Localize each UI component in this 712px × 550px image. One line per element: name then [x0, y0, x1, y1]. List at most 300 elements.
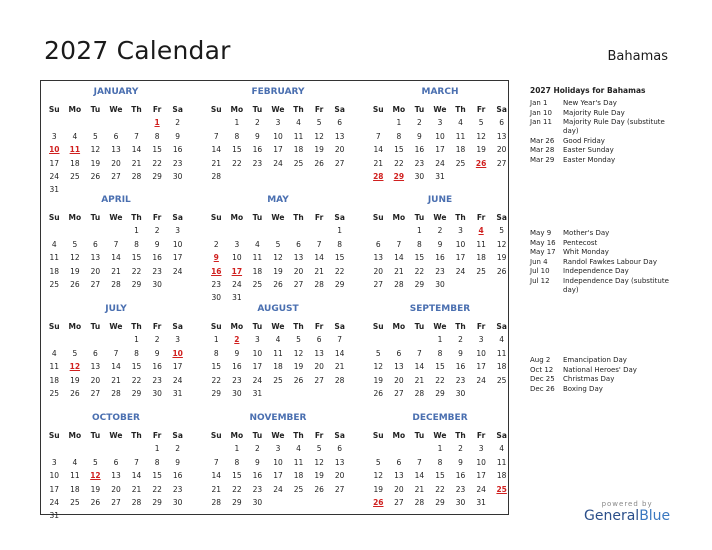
day-cell: 1 [234, 444, 240, 454]
holiday-name: New Year's Day [563, 99, 617, 107]
day-cell: 1 [437, 444, 443, 454]
day-cell: 19 [70, 266, 80, 276]
day-cell: 29 [393, 171, 405, 181]
week-row [206, 469, 350, 482]
day-cell: 26 [475, 158, 487, 168]
day-cell: 13 [90, 362, 101, 372]
day-cell: 21 [131, 484, 142, 494]
empty-cell [309, 496, 330, 509]
weekday-header [206, 320, 350, 333]
day-cell: 8 [134, 239, 139, 249]
day-cell: 27 [373, 279, 384, 289]
day-cell: 12 [476, 131, 486, 141]
weekday-label: Th [455, 322, 466, 331]
weekday-label: Sa [496, 431, 507, 440]
weekday-label: Fr [476, 431, 486, 440]
weekday-label: Fr [476, 213, 486, 222]
day-cell: 31 [435, 171, 445, 181]
holiday-item [530, 375, 680, 384]
day-cell: 3 [234, 239, 240, 249]
day-cell: 3 [175, 226, 181, 236]
day-cell: 1 [396, 118, 402, 128]
weekday-label: Sa [334, 322, 345, 331]
empty-cell [409, 333, 430, 346]
day-cell: 25 [49, 279, 60, 289]
day-cell: 6 [93, 348, 98, 358]
day-cell: 3 [458, 226, 463, 236]
empty-cell [389, 224, 410, 237]
day-cell: 21 [111, 266, 121, 276]
day-cell: 8 [134, 348, 139, 358]
day-cell: 2 [417, 118, 422, 128]
day-cell: 23 [252, 484, 263, 494]
weekday-label: Tu [252, 105, 263, 114]
weekday-label: Mo [230, 105, 244, 114]
day-cell: 19 [314, 471, 324, 481]
weekday-header [44, 320, 188, 333]
day-cell: 29 [131, 388, 142, 398]
day-cell: 5 [72, 239, 78, 249]
holiday-date: Dec 25 [530, 375, 555, 383]
weekday-header [206, 211, 350, 224]
week-row [368, 333, 512, 346]
empty-cell [247, 224, 268, 237]
day-cell: 11 [496, 457, 507, 467]
day-cell: 17 [231, 266, 243, 276]
day-cell: 15 [211, 362, 222, 372]
week-row [206, 130, 350, 143]
holiday-date: Mar 26 [530, 136, 555, 145]
day-cell: 6 [316, 335, 322, 345]
day-cell: 22 [211, 375, 222, 385]
day-cell: 28 [394, 279, 404, 289]
week-row [44, 265, 188, 278]
empty-cell [309, 224, 330, 237]
month-name: OCTOBER [92, 413, 140, 423]
day-cell: 13 [496, 131, 507, 141]
empty-cell [288, 496, 309, 509]
day-cell: 24 [476, 484, 486, 494]
day-cell: 2 [175, 444, 181, 454]
day-cell: 8 [437, 457, 443, 467]
week-row [206, 224, 350, 237]
day-cell: 31 [49, 185, 60, 195]
week-row [368, 143, 512, 156]
day-cell: 23 [172, 158, 183, 168]
day-cell: 24 [172, 266, 183, 276]
holiday-date: Dec 26 [530, 384, 555, 393]
day-cell: 17 [455, 253, 466, 263]
day-cell: 30 [455, 497, 466, 507]
weekday-label: Th [293, 213, 304, 222]
holiday-item [530, 366, 680, 375]
day-cell: 27 [314, 375, 324, 385]
empty-cell [206, 116, 227, 129]
day-cell: 25 [49, 388, 60, 398]
week-row [368, 469, 512, 482]
weekday-label: Fr [314, 105, 324, 114]
weekday-label: We [271, 213, 285, 222]
day-cell: 17 [49, 484, 60, 494]
day-cell: 2 [154, 226, 160, 236]
day-cell: 6 [337, 118, 343, 128]
day-cell: 14 [211, 145, 222, 155]
month-december [368, 407, 512, 509]
week-row [44, 509, 188, 522]
day-cell: 28 [131, 171, 142, 181]
day-cell: 23 [152, 266, 162, 276]
weekday-label: Su [210, 105, 222, 114]
day-cell: 19 [476, 145, 486, 155]
day-cell: 7 [134, 131, 139, 141]
day-cell: 24 [476, 375, 486, 385]
weekday-label: Th [131, 431, 142, 440]
day-cell: 6 [93, 239, 98, 249]
month-name: FEBRUARY [251, 87, 305, 97]
day-cell: 20 [111, 158, 121, 168]
day-cell: 24 [252, 375, 263, 385]
holiday-item [530, 277, 680, 295]
weekday-label: Tu [252, 431, 263, 440]
weekday-label: We [271, 105, 285, 114]
day-cell: 17 [476, 471, 486, 481]
day-cell: 21 [131, 158, 142, 168]
day-cell: 28 [373, 171, 384, 181]
day-cell: 16 [172, 145, 183, 155]
weekday-label: Th [131, 322, 142, 331]
empty-cell [85, 333, 106, 346]
empty-cell [450, 170, 471, 183]
day-cell: 22 [435, 484, 445, 494]
empty-cell [368, 442, 389, 455]
day-cell: 26 [90, 497, 101, 507]
day-cell: 14 [314, 253, 324, 263]
day-cell: 12 [90, 145, 101, 155]
week-row [44, 456, 188, 469]
weekday-label: We [109, 322, 123, 331]
day-cell: 10 [49, 145, 60, 155]
holiday-date: May 9 [530, 229, 552, 237]
day-cell: 16 [252, 471, 263, 481]
day-cell: 25 [455, 158, 466, 168]
weekday-label: Th [455, 213, 466, 222]
holiday-item [530, 356, 680, 365]
empty-cell [44, 224, 65, 237]
day-cell: 22 [152, 484, 162, 494]
day-cell: 25 [273, 375, 283, 385]
day-cell: 10 [455, 239, 466, 249]
weekday-header [368, 320, 512, 333]
week-row [206, 251, 350, 264]
day-cell: 10 [273, 131, 283, 141]
day-cell: 11 [49, 253, 60, 263]
day-cell: 12 [314, 131, 324, 141]
day-cell: 30 [414, 171, 425, 181]
day-cell: 8 [337, 239, 343, 249]
day-cell: 5 [93, 131, 98, 141]
month-name: MARCH [421, 87, 459, 97]
day-cell: 23 [455, 375, 466, 385]
day-cell: 4 [296, 118, 301, 128]
day-cell: 30 [232, 388, 242, 398]
weekday-label: Fr [476, 322, 486, 331]
empty-cell [85, 224, 106, 237]
day-cell: 24 [435, 158, 445, 168]
day-cell: 7 [213, 457, 219, 467]
holiday-item [530, 248, 680, 257]
day-cell: 17 [273, 145, 283, 155]
brand-name [584, 508, 670, 524]
weekday-label: Sa [334, 105, 345, 114]
day-cell: 23 [455, 484, 466, 494]
day-cell: 15 [152, 471, 162, 481]
week-row [206, 456, 350, 469]
day-cell: 14 [414, 471, 425, 481]
weekday-label: Fr [314, 213, 324, 222]
holiday-item [530, 146, 680, 155]
weekday-label: Tu [90, 105, 101, 114]
day-cell: 7 [316, 239, 322, 249]
day-cell: 31 [232, 293, 242, 303]
week-row [206, 496, 350, 509]
month-november [206, 407, 350, 509]
holiday-date: Jan 10 [530, 108, 552, 117]
weekday-label: We [433, 322, 447, 331]
weekday-label: Mo [68, 213, 82, 222]
week-row [44, 143, 188, 156]
day-cell: 29 [435, 497, 445, 507]
empty-cell [268, 170, 289, 183]
day-cell: 20 [90, 375, 101, 385]
day-cell: 2 [154, 335, 160, 345]
day-cell: 2 [255, 118, 260, 128]
day-cell: 21 [394, 266, 404, 276]
weekday-label: Th [293, 105, 304, 114]
day-cell: 5 [316, 118, 322, 128]
day-cell: 31 [49, 511, 60, 521]
month-september [368, 298, 512, 400]
day-cell: 8 [234, 131, 240, 141]
day-cell: 12 [293, 348, 304, 358]
day-cell: 27 [111, 171, 121, 181]
day-cell: 18 [273, 362, 283, 372]
week-row [44, 333, 188, 346]
day-cell: 9 [234, 348, 240, 358]
month-february [206, 81, 350, 183]
empty-cell [126, 116, 147, 129]
weekday-label: Tu [414, 431, 425, 440]
day-cell: 9 [417, 131, 422, 141]
day-cell: 18 [293, 145, 304, 155]
day-cell: 27 [90, 388, 101, 398]
day-cell: 14 [373, 145, 384, 155]
weekday-label: Fr [152, 213, 162, 222]
empty-cell [450, 278, 471, 291]
week-row [44, 483, 188, 496]
day-cell: 26 [373, 497, 384, 507]
day-cell: 18 [252, 266, 263, 276]
week-row [206, 116, 350, 129]
day-cell: 6 [499, 118, 505, 128]
day-cell: 24 [232, 279, 242, 289]
day-cell: 15 [232, 471, 242, 481]
day-cell: 3 [437, 118, 443, 128]
day-cell: 23 [152, 375, 162, 385]
day-cell: 4 [296, 444, 301, 454]
holiday-name: Good Friday [563, 136, 605, 145]
day-cell: 13 [394, 471, 404, 481]
country-name: Bahamas [607, 49, 668, 64]
day-cell: 27 [394, 388, 404, 398]
day-cell: 13 [373, 253, 384, 263]
day-cell: 22 [232, 158, 242, 168]
day-cell: 25 [496, 375, 507, 385]
day-cell: 25 [476, 266, 486, 276]
day-cell: 28 [314, 279, 324, 289]
day-cell: 26 [70, 279, 80, 289]
empty-cell [106, 116, 127, 129]
day-cell: 3 [478, 444, 484, 454]
week-row [44, 238, 188, 251]
day-cell: 2 [213, 239, 219, 249]
week-row [368, 483, 512, 496]
day-cell: 23 [435, 266, 445, 276]
day-cell: 1 [234, 118, 240, 128]
empty-cell [65, 442, 86, 455]
holiday-item [530, 137, 680, 146]
week-row [368, 374, 512, 387]
weekday-label: We [109, 431, 123, 440]
day-cell: 10 [273, 457, 283, 467]
month-august [206, 298, 350, 400]
day-cell: 6 [396, 348, 402, 358]
empty-cell [491, 170, 512, 183]
generalblue-logo[interactable] [584, 500, 670, 524]
week-row [368, 116, 512, 129]
holiday-item [530, 156, 680, 165]
day-cell: 10 [232, 253, 242, 263]
day-cell: 13 [111, 145, 121, 155]
day-cell: 28 [211, 171, 222, 181]
month-name: NOVEMBER [249, 413, 307, 423]
day-cell: 1 [337, 226, 343, 236]
day-cell: 11 [455, 131, 466, 141]
day-cell: 4 [275, 335, 281, 345]
empty-cell [389, 442, 410, 455]
empty-cell [65, 333, 86, 346]
day-cell: 23 [414, 158, 425, 168]
month-april [44, 189, 188, 291]
empty-cell [106, 333, 127, 346]
holidays-title: 2027 Holidays for Bahamas [530, 86, 646, 95]
empty-cell [471, 387, 492, 400]
weekday-label: Fr [314, 322, 324, 331]
week-row [368, 265, 512, 278]
day-cell: 16 [252, 145, 263, 155]
day-cell: 12 [90, 471, 101, 481]
holiday-date: Jul 10 [530, 267, 550, 275]
day-cell: 5 [275, 239, 281, 249]
day-cell: 6 [296, 239, 301, 249]
holiday-item [530, 385, 680, 394]
week-row [44, 360, 188, 373]
weekday-header [44, 429, 188, 442]
day-cell: 22 [232, 484, 242, 494]
empty-cell [491, 387, 512, 400]
day-cell: 21 [414, 484, 425, 494]
holiday-date: Jul 12 [530, 276, 550, 285]
week-row [44, 157, 188, 170]
weekday-label: Tu [252, 213, 263, 222]
weekday-label: Tu [414, 322, 425, 331]
day-cell: 3 [175, 335, 181, 345]
day-cell: 27 [334, 484, 345, 494]
day-cell: 11 [69, 145, 81, 155]
week-row [206, 238, 350, 251]
weekday-label: Sa [172, 322, 183, 331]
empty-cell [471, 278, 492, 291]
day-cell: 21 [414, 375, 425, 385]
week-row [44, 442, 188, 455]
empty-cell [106, 509, 127, 522]
day-cell: 6 [113, 131, 119, 141]
day-cell: 29 [152, 171, 162, 181]
day-cell: 30 [172, 497, 183, 507]
empty-cell [288, 224, 309, 237]
weekday-label: We [271, 431, 285, 440]
empty-cell [167, 509, 188, 522]
day-cell: 6 [375, 239, 381, 249]
day-cell: 3 [275, 444, 281, 454]
day-cell: 23 [232, 375, 242, 385]
weekday-label: Su [48, 105, 60, 114]
empty-cell [65, 509, 86, 522]
day-cell: 4 [51, 348, 57, 358]
day-cell: 15 [152, 145, 162, 155]
day-cell: 19 [373, 375, 384, 385]
day-cell: 21 [211, 484, 222, 494]
empty-cell [247, 170, 268, 183]
day-cell: 21 [111, 375, 121, 385]
weekday-label: Mo [68, 431, 82, 440]
day-cell: 13 [90, 253, 101, 263]
day-cell: 9 [255, 131, 260, 141]
weekday-label: Mo [392, 105, 406, 114]
day-cell: 9 [255, 457, 260, 467]
day-cell: 3 [51, 457, 57, 467]
day-cell: 24 [455, 266, 466, 276]
day-cell: 26 [314, 484, 324, 494]
month-june [368, 189, 512, 291]
holiday-date: Jan 1 [530, 99, 548, 107]
holiday-name: Pentecost [563, 238, 598, 247]
empty-cell [368, 333, 389, 346]
day-cell: 16 [232, 362, 242, 372]
empty-cell [309, 170, 330, 183]
day-cell: 21 [314, 266, 324, 276]
day-cell: 26 [273, 279, 283, 289]
empty-cell [227, 170, 248, 183]
week-row [44, 116, 188, 129]
week-row [368, 347, 512, 360]
day-cell: 22 [334, 266, 345, 276]
empty-cell [329, 496, 350, 509]
holiday-date: Oct 12 [530, 365, 554, 374]
day-cell: 28 [414, 497, 425, 507]
day-cell: 25 [293, 484, 304, 494]
weekday-label: Tu [414, 213, 425, 222]
day-cell: 12 [496, 239, 507, 249]
